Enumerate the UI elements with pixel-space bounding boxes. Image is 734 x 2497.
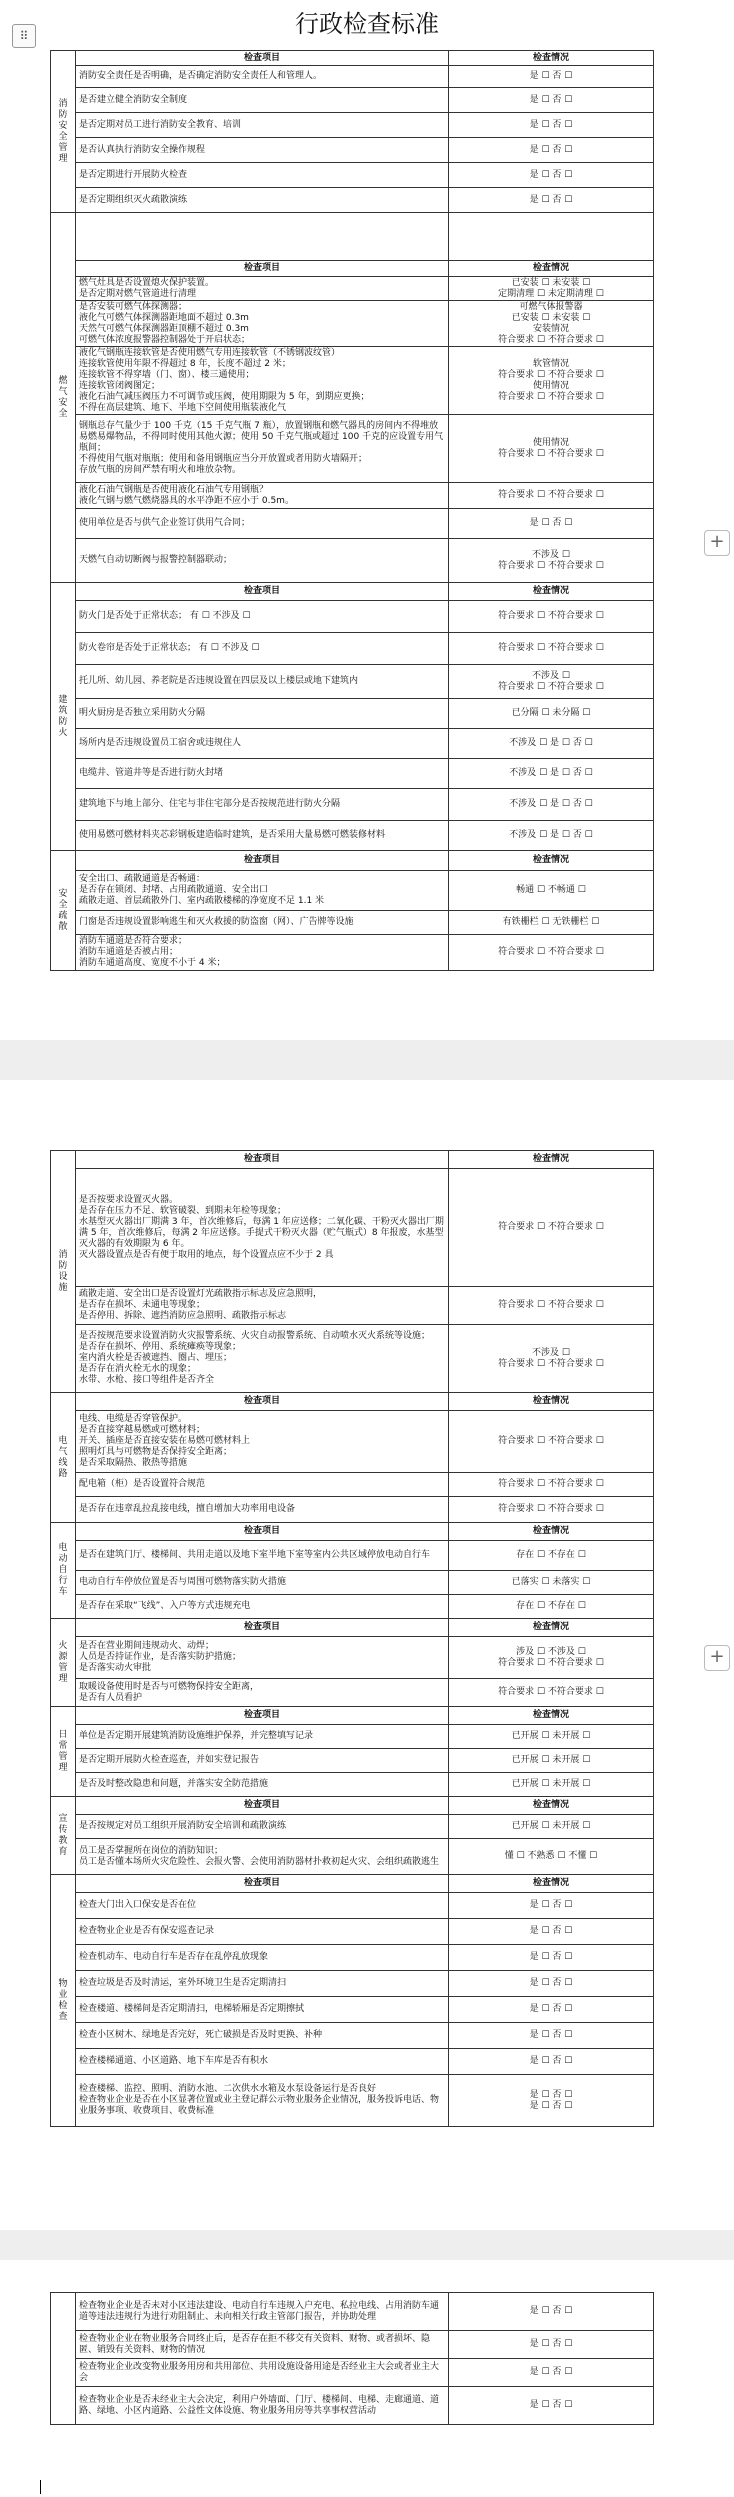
item-text: 消防车通道是否符合要求； 消防车通道是否被占用； 消防车通道高度、宽度不小于 4 米； [76,935,449,971]
item-text: 检查物业企业是否未对小区违法建设、电动自行车违规入户充电、私拉电线、占用消防车通道等违法违规行为进行劝阻制止、未向相关行政主管部门报告，并协助处理 [76,2293,449,2331]
item-text: 托儿所、幼儿园、养老院是否违规设置在四层及以上楼层或地下建筑内 [76,665,449,699]
status-checkbox[interactable]: 已开展 ☐ 未开展 ☐ [449,1725,654,1749]
status-checkbox[interactable]: 涉及 ☐ 不涉及 ☐ 符合要求 ☐ 不符合要求 ☐ [449,1637,654,1679]
item-text: 明火厨房是否独立采用防火分隔 [76,699,449,729]
status-checkbox[interactable]: 是 ☐ 否 ☐ [449,1945,654,1971]
status-checkbox[interactable]: 是 ☐ 否 ☐ [449,138,654,163]
header-item: 检查项目 [76,1523,449,1541]
status-checkbox[interactable]: 是 ☐ 否 ☐ [449,2359,654,2387]
status-checkbox[interactable]: 是 ☐ 否 ☐ [449,2387,654,2425]
status-checkbox[interactable]: 不涉及 ☐ 符合要求 ☐ 不符合要求 ☐ [449,1325,654,1393]
status-checkbox[interactable]: 是 ☐ 否 ☐ [449,2293,654,2331]
header-item: 检查项目 [76,261,449,277]
item-text: 是否存在采取“飞线”、入户等方式违规充电 [76,1595,449,1619]
status-checkbox[interactable]: 存在 ☐ 不存在 ☐ [449,1595,654,1619]
item-text: 天燃气自动切断阀与报警控制器联动； [76,539,449,583]
status-checkbox[interactable]: 畅通 ☐ 不畅通 ☐ [449,871,654,911]
item-text: 消防安全责任是否明确，是否确定消防安全责任人和管理人。 [76,66,449,88]
status-checkbox[interactable]: 使用情况 符合要求 ☐ 不符合要求 ☐ [449,415,654,483]
item-text: 安全出口、疏散通道是否畅通： 是否存在锁闭、封堵、占用疏散通道、安全出口 疏散走道、首层疏散外门、室内疏散楼梯的净宽度不足 1.1 米 [76,871,449,911]
document-title: 行政检查标准 [295,10,439,38]
status-checkbox[interactable]: 符合要求 ☐ 不符合要求 ☐ [449,1411,654,1473]
status-checkbox[interactable]: 不涉及 ☐ 是 ☐ 否 ☐ [449,821,654,851]
item-text: 是否按要求设置灭火器。 是否存在压力不足、软管破裂、到期未年检等现象； 水基型灭火器出厂期满 3 年，首次维修后，每满 1 年应送修；二氧化碳、干粉灭火器出厂期满 5 年，首次维修后，每满 2 年应送修。手提式干粉灭火器（贮气瓶式）8 年报废，水基型灭火器的有效期限为 6 年。 灭火器设置点是否有便于取用的地点，每个设置点应不少于 2 具 [76,1169,449,1287]
item-text: 钢瓶总存气量少于 100 千克（15 千克气瓶 7 瓶），放置钢瓶和燃气器具的房间内不得堆放易燃易爆物品，不得同时使用其他火源；使用 50 千克气瓶或超过 100 千克的应设置专用气瓶间； 不得使用气瓶对瓶瓶；使用和备用钢瓶应当分开放置或者用防火墙隔开； 存放气瓶的房间严禁有明火和堆放杂物。 [76,415,449,483]
item-text: 是否按规定对员工组织开展消防安全培训和疏散演练 [76,1815,449,1839]
status-checkbox[interactable]: 是 ☐ 否 ☐ [449,163,654,188]
header-status: 检查情况 [449,1151,654,1169]
item-text: 是否定期进行开展防火检查 [76,163,449,188]
status-checkbox[interactable]: 是 ☐ 否 ☐ [449,2023,654,2049]
item-text: 电动自行车停放位置是否与周围可燃物落实防火措施 [76,1571,449,1595]
status-checkbox[interactable]: 是 ☐ 否 ☐ [449,1971,654,1997]
inspection-table-page1 [50,50,654,971]
header-status: 检查情况 [449,583,654,601]
item-text: 检查楼梯、监控、照明、消防水池、二次供水水箱及水泵设备运行是否良好 检查物业企业是否在小区显著位置或业主登记群公示物业服务企业情况，服务投诉电话、物业服务事项、收费项目、收费标准 [76,2075,449,2127]
inspection-table-page3 [50,2292,654,2425]
item-text: 是否认真执行消防安全操作规程 [76,138,449,163]
item-text: 防火卷帘是否处于正常状态； 有 ☐ 不涉及 ☐ [76,633,449,665]
header-item: 检查项目 [76,1707,449,1725]
item-text: 配电箱（柜）是否设置符合规范 [76,1473,449,1497]
category-gas-safety: 燃气安全 [51,213,76,583]
header-status: 检查情况 [449,1619,654,1637]
category-property-inspection: 物业检查 [51,1875,76,2127]
status-checkbox[interactable]: 已落实 ☐ 未落实 ☐ [449,1571,654,1595]
status-checkbox[interactable]: 不涉及 ☐ 是 ☐ 否 ☐ [449,729,654,759]
page-1 [0,0,734,1040]
status-checkbox[interactable]: 符合要求 ☐ 不符合要求 ☐ [449,633,654,665]
header-item: 检查项目 [76,851,449,871]
item-text: 场所内是否违规设置员工宿舍或违规住人 [76,729,449,759]
item-text: 液化气钢瓶连接软管是否使用燃气专用连接软管（不锈钢波纹管） 连接软管使用年限不得超过 8 年，长度不超过 2 米； 连接软管不得穿墙（门、窗）、楼三通使用； 连接软管闭阀图定； 液化石油气减压阀压力不可调节或压阀，使用期限为 5 年，到期应更换； 不得在高层建筑、地下、半地下空间使用瓶装液化气 [76,347,449,415]
status-checkbox[interactable]: 已安装 ☐ 未安装 ☐ 定期清理 ☐ 未定期清理 ☐ [449,277,654,301]
status-checkbox[interactable]: 已开展 ☐ 未开展 ☐ [449,1815,654,1839]
item-text: 员工是否掌握所在岗位的消防知识； 员工是否懂本场所火灾危险性、会报火警、会使用消防器材扑救初起火灾、会组织疏散逃生 [76,1839,449,1875]
category-fire-management: 消防安全管理 [51,51,76,213]
status-checkbox[interactable]: 是 ☐ 否 ☐ [449,2331,654,2359]
category-ebike: 电动自行车 [51,1523,76,1619]
category-evacuation: 安全疏散 [51,851,76,971]
text-cursor [40,2480,41,2494]
item-text: 检查大门出入口保安是否在位 [76,1893,449,1919]
page-2 [0,1080,734,2230]
header-item: 检查项目 [76,1393,449,1411]
item-text: 检查楼梯通道、小区道路、地下车库是否有积水 [76,2049,449,2075]
status-checkbox[interactable]: 已开展 ☐ 未开展 ☐ [449,1773,654,1797]
status-checkbox[interactable]: 不涉及 ☐ 符合要求 ☐ 不符合要求 ☐ [449,539,654,583]
header-status: 检查情况 [449,1875,654,1893]
category-fire-facility: 消防设施 [51,1151,76,1393]
item-text: 电线、电缆是否穿管保护。 是否直接穿越易燃或可燃材料； 开关、插座是否直接安装在易燃可燃材料上 照明灯具与可燃物是否保持安全距离； 是否采取隔热、散热等措施 [76,1411,449,1473]
item-text: 检查物业企业是否有保安巡查记录 [76,1919,449,1945]
status-checkbox[interactable]: 是 ☐ 否 ☐ [449,188,654,213]
status-checkbox[interactable]: 符合要求 ☐ 不符合要求 ☐ [449,1497,654,1523]
item-text: 门窗是否违规设置影响逃生和灭火救援的防盗窗（网）、广告牌等设施 [76,911,449,935]
item-text: 是否及时整改隐患和问题，并落实安全防范措施 [76,1773,449,1797]
category-fire-source: 火源管理 [51,1619,76,1707]
header-item: 检查项目 [76,1797,449,1815]
status-checkbox[interactable]: 软管情况 符合要求 ☐ 不符合要求 ☐ 使用情况 符合要求 ☐ 不符合要求 ☐ [449,347,654,415]
status-checkbox[interactable]: 是 ☐ 否 ☐ [449,509,654,539]
inspection-table-page2 [50,1150,654,2127]
category-electric: 电气线路 [51,1393,76,1523]
add-column-plus-icon[interactable]: + [704,1645,730,1671]
status-checkbox[interactable]: 可燃气体报警器 已安装 ☐ 未安装 ☐ 安装情况 符合要求 ☐ 不符合要求 ☐ [449,301,654,347]
item-text: 使用单位是否与供气企业签订供用气合同； [76,509,449,539]
item-text: 单位是否定期开展建筑消防设施维护保养，并完整填写记录 [76,1725,449,1749]
header-status: 检查情况 [449,1523,654,1541]
status-checkbox[interactable]: 懂 ☐ 不熟悉 ☐ 不懂 ☐ [449,1839,654,1875]
header-item: 检查项目 [76,1151,449,1169]
status-checkbox[interactable]: 不涉及 ☐ 是 ☐ 否 ☐ [449,759,654,789]
item-text: 是否建立健全消防安全制度 [76,88,449,113]
status-checkbox[interactable]: 符合要求 ☐ 不符合要求 ☐ [449,1169,654,1287]
status-checkbox[interactable]: 已分隔 ☐ 未分隔 ☐ [449,699,654,729]
item-text: 是否在营业期间违规动火、动焊； 人员是否持证作业，是否落实防护措施； 是否落实动火审批 [76,1637,449,1679]
item-text: 检查小区树木、绿地是否完好，死亡破损是否及时更换、补种 [76,2023,449,2049]
item-text: 是否定期开展防火检查巡查，并如实登记报告 [76,1749,449,1773]
item-text: 检查物业企业是否未经业主大会决定，利用户外墙面、门厅、楼梯间、电梯、走廊通道、道路、绿地、小区内道路、公益性文体设施、物业服务用房等共享事权营活动 [76,2387,449,2425]
add-column-plus-icon[interactable]: + [704,530,730,556]
item-text: 检查机动车、电动自行车是否存在乱停乱放现象 [76,1945,449,1971]
item-text: 是否存在违章乱拉乱接电线，擅自增加大功率用电设备 [76,1497,449,1523]
item-text: 液化石油气钢瓶是否使用液化石油气专用钢瓶？ 液化气钢与燃气燃烧器具的水平净距不应小于 0.5m。 [76,483,449,509]
status-checkbox[interactable]: 是 ☐ 否 ☐ [449,2049,654,2075]
item-text: 电缆井、管道井等是否进行防火封堵 [76,759,449,789]
header-item: 检查项目 [76,51,449,66]
item-text: 使用易燃可燃材料夹芯彩钢板建造临时建筑，是否采用大量易燃可燃装修材料 [76,821,449,851]
status-checkbox[interactable]: 是 ☐ 否 ☐ [449,113,654,138]
item-text: 取暖设备使用时是否与可燃物保持安全距离， 是否有人员看护 [76,1679,449,1707]
header-status: 检查情况 [449,1393,654,1411]
item-text: 建筑地下与地上部分、住宅与非住宅部分是否按规范进行防火分隔 [76,789,449,821]
header-item: 检查项目 [76,1619,449,1637]
header-status: 检查情况 [449,851,654,871]
status-checkbox[interactable]: 已开展 ☐ 未开展 ☐ [449,1749,654,1773]
header-status: 检查情况 [449,1797,654,1815]
item-text: 是否在建筑门厅、楼梯间、共用走道以及地下室半地下室等室内公共区域停放电动自行车 [76,1541,449,1571]
status-checkbox[interactable]: 是 ☐ 否 ☐ [449,66,654,88]
status-checkbox[interactable]: 是 ☐ 否 ☐ [449,1997,654,2023]
header-status: 检查情况 [449,261,654,277]
status-checkbox[interactable]: 符合要求 ☐ 不符合要求 ☐ [449,1473,654,1497]
status-checkbox[interactable]: 不涉及 ☐ 符合要求 ☐ 不符合要求 ☐ [449,665,654,699]
header-status: 检查情况 [449,1707,654,1725]
item-text: 是否定期对员工进行消防安全教育、培训 [76,113,449,138]
item-text: 检查物业企业改变物业服务用房和共用部位、共用设施设备用途是否经业主大会或者业主大会 [76,2359,449,2387]
category-publicity-education: 宣传教育 [51,1797,76,1875]
status-checkbox[interactable]: 符合要求 ☐ 不符合要求 ☐ [449,1679,654,1707]
item-text: 检查楼道、楼梯间是否定期清扫，电梯轿厢是否定期擦拭 [76,1997,449,2023]
page-3 [0,2260,734,2497]
status-checkbox[interactable]: 不涉及 ☐ 是 ☐ 否 ☐ [449,789,654,821]
status-checkbox[interactable]: 是 ☐ 否 ☐ [449,1893,654,1919]
status-checkbox[interactable]: 是 ☐ 否 ☐ [449,88,654,113]
status-checkbox[interactable]: 存在 ☐ 不存在 ☐ [449,1541,654,1571]
item-text: 检查物业企业在物业服务合同终止后，是否存在拒不移交有关资料、财物、或者损坏、隐匿、销毁有关资料、财物的情况 [76,2331,449,2359]
category-building-fire: 建筑防火 [51,583,76,851]
item-text: 是否安装可燃气体探测器； 液化气可燃气体探测器距地面不超过 0.3m 天然气可燃气体探测器距顶棚不超过 0.3m 可燃气体浓度报警器控制器处于开启状态； [76,301,449,347]
item-text: 检查垃圾是否及时清运，室外环境卫生是否定期清扫 [76,1971,449,1997]
status-checkbox[interactable]: 是 ☐ 否 ☐ [449,1919,654,1945]
category-daily-management: 日常管理 [51,1707,76,1797]
item-text: 是否定期组织灭火疏散演练 [76,188,449,213]
status-checkbox[interactable]: 符合要求 ☐ 不符合要求 ☐ [449,935,654,971]
item-text: 是否按规范要求设置消防火灾报警系统、火灾自动报警系统、自动喷水灭火系统等设施； 是否存在损坏、停用、系统瘫痪等现象； 室内消火栓是否被遮挡、圈占、埋压； 是否存在消火栓无水的现象； 水带、水枪、接口等组件是否齐全 [76,1325,449,1393]
header-item: 检查项目 [76,583,449,601]
header-item: 检查项目 [76,1875,449,1893]
item-text: 防火门是否处于正常状态； 有 ☐ 不涉及 ☐ [76,601,449,633]
status-checkbox[interactable]: 符合要求 ☐ 不符合要求 ☐ [449,1287,654,1325]
status-checkbox[interactable]: 是 ☐ 否 ☐ 是 ☐ 否 ☐ [449,2075,654,2127]
item-text: 燃气灶具是否设置熄火保护装置。 是否定期对燃气管道进行清理 [76,277,449,301]
header-status: 检查情况 [449,51,654,66]
status-checkbox[interactable]: 符合要求 ☐ 不符合要求 ☐ [449,601,654,633]
status-checkbox[interactable]: 有铁栅栏 ☐ 无铁栅栏 ☐ [449,911,654,935]
status-checkbox[interactable]: 符合要求 ☐ 不符合要求 ☐ [449,483,654,509]
table-move-handle-icon[interactable]: ⠿ [12,24,36,48]
category-property-continued [51,2293,76,2425]
item-text: 疏散走道、安全出口是否设置灯光疏散指示标志及应急照明， 是否存在损坏、未通电等现象； 是否停用、拆除、遮挡消防应急照明、疏散指示标志 [76,1287,449,1325]
